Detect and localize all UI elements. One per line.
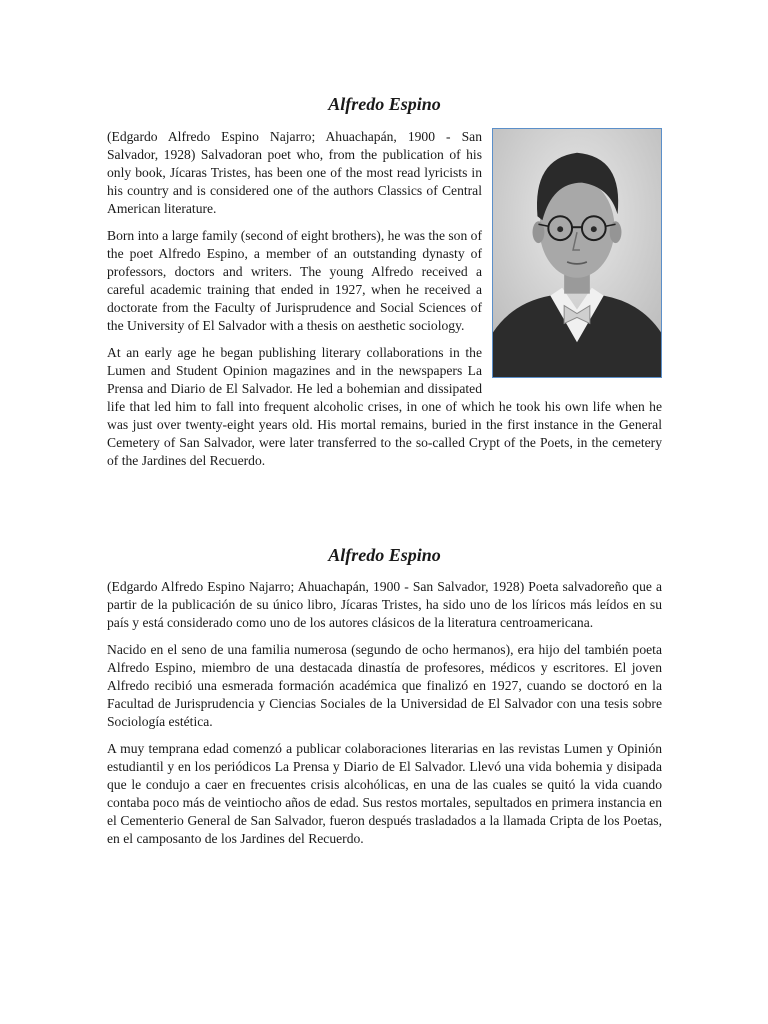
english-section bbox=[107, 128, 662, 470]
spanish-section bbox=[107, 578, 662, 848]
portrait-photo bbox=[492, 128, 662, 378]
spanish-paragraph-2: Nacido en el seno de una familia numerosa (segundo de ocho hermanos), era hijo del también poeta Alfredo Espino, miembro de una destacada dinastía de profesores, médicos y escritores. El joven Alfredo recibió una esmerada formación académica que finalizó en 1927, cuando se doctoró en la Facultad de Jurisprudencia y Ciencias Sociales de la Universidad de El Salvador con una tesis sobre Sociología estética. bbox=[107, 642, 662, 729]
english-paragraph-3: At an early age he began publishing literary collaborations in the Lumen and Student Opinion magazines and in the newspapers La Prensa and Diario de El Salvador. He led a bohemian and dissipated life that led him to fall into frequent alcoholic crises, in one of which he took his own life when he was just over twenty-eight years old. His mortal remains, buried in the first instance in the General Cemetery of San Salvador, were later transferred to the so-called Crypt of the Poets, in the cemetery of the Jardines del Recuerdo. bbox=[107, 345, 662, 468]
english-paragraph-1: (Edgardo Alfredo Espino Najarro; Ahuachapán, 1900 - San Salvador, 1928) Salvadoran poet who, from the publication of his only book, Jícaras Tristes, has been one of the most read lyricists in his country and is considered one of the authors Classics of Central American literature. bbox=[107, 129, 482, 216]
english-title: Alfredo Espino bbox=[328, 94, 441, 114]
spanish-paragraph-3: A muy temprana edad comenzó a publicar colaboraciones literarias en las revistas Lumen y Opinión estudiantil y en los periódicos La Prensa y Diario de El Salvador. Llevó una vida bohemia y disipada que le condujo a caer en frecuentes crisis alcohólicas, en una de las cuales se quitó la vida cuando contaba poco más de veintiocho años de edad. Sus restos mortales, sepultados en primera instancia en el Cementerio General de San Salvador, fueron después trasladados a la llamada Cripta de los Poetas, en el camposanto de los Jardines del Recuerdo. bbox=[107, 741, 662, 846]
portrait-image bbox=[493, 129, 661, 377]
english-paragraph-2: Born into a large family (second of eight brothers), he was the son of the poet Alfredo Espino, a member of an outstanding dynasty of professors, doctors and writers. The young Alfredo received a careful academic training that ended in 1927, when he received a doctorate from the Faculty of Jurisprudence and Social Sciences of the University of El Salvador with a thesis on aesthetic sociology. bbox=[107, 228, 482, 333]
spanish-paragraph-1: (Edgardo Alfredo Espino Najarro; Ahuachapán, 1900 - San Salvador, 1928) Poeta salvadoreño que a partir de la publicación de su único libro, Jícaras Tristes, ha sido uno de los líricos más leídos en su país y está considerado como uno de los autores clásicos de la literatura centroamericana. bbox=[107, 579, 662, 630]
spanish-title: Alfredo Espino bbox=[328, 545, 441, 565]
